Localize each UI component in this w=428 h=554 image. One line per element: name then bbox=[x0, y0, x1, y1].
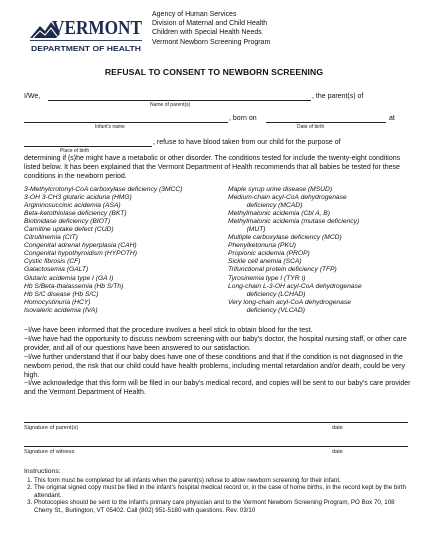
conditions-right-column bbox=[228, 186, 362, 315]
condition-item: deficiency (LCHAD) bbox=[228, 290, 306, 298]
parent-signature-line[interactable] bbox=[24, 422, 408, 423]
instructions bbox=[24, 468, 412, 514]
condition-item: Isovaleric acidemia (IVA) bbox=[24, 306, 98, 314]
iwe-label: I/We, bbox=[24, 93, 41, 100]
infant-name-caption: Infant's name bbox=[95, 124, 125, 130]
agency-block bbox=[152, 10, 270, 47]
instruction-item: 1. This form must be completed for all infants when the parent(s) refuse to allow newborn screening for their infant. bbox=[34, 477, 412, 485]
witness-signature-line[interactable] bbox=[24, 446, 408, 447]
condition-item: Trifunctional protein deficiency (TFP) bbox=[228, 266, 337, 274]
instruction-item: 3. Photocopies should be sent to the infant's primary care physician and to the Vermont Newborn Screening Program, PO Box 70, 108 Cherry St., Burlington, VT 05402. Call (802) 951-5180 with questions. Rev. 03/10 bbox=[34, 499, 412, 514]
condition-item: Cystic fibrosis (CF) bbox=[24, 258, 81, 266]
instruction-item: 2. The original signed copy must be filed in the infant's hospital medical record or, in the case of home births, in the record kept by the birth attendant. bbox=[34, 484, 412, 499]
agency-line: Division of Maternal and Child Health bbox=[152, 20, 268, 28]
condition-item: deficiency (VLCAD) bbox=[228, 306, 305, 314]
condition-item: 3-Methylcrotonyl-CoA carboxylase deficiency (3MCC) bbox=[24, 186, 183, 193]
acknowledgement-item: ~I/we further understand that if our baby does have one of these conditions and that if the condition is not diagnosed in the newborn period, the risk that our child could have health problems, including mental retardation and/or death, could be very high. bbox=[24, 353, 405, 379]
logo-subtitle: DEPARTMENT OF HEALTH bbox=[31, 44, 141, 53]
page-title: REFUSAL TO CONSENT TO NEWBORN SCREENING bbox=[104, 67, 324, 77]
condition-item: Carnitine uptake defect (CUD) bbox=[24, 226, 114, 234]
condition-item: Glutaric acidemia type I (GA I) bbox=[24, 274, 114, 282]
witness-date-label: date bbox=[332, 449, 343, 455]
at-text: at bbox=[389, 115, 395, 122]
condition-item: Very long-chain acyl-CoA dehydrogenase bbox=[228, 298, 351, 306]
parents-of-text: , the parent(s) of bbox=[312, 93, 364, 100]
acknowledgement-item: ~I/we have had the opportunity to discuss newborn screening with our baby's doctor, the hospital nursing staff, or other care provider, and all of our questions have been answered to our satisfaction. bbox=[24, 335, 407, 352]
instructions-heading: Instructions: bbox=[24, 468, 61, 475]
born-on-text: , born on bbox=[229, 115, 257, 122]
condition-item: Methylmalonic acidemia (Cbl A, B) bbox=[228, 210, 330, 218]
condition-item: Propionic acidemia (PROP) bbox=[228, 250, 310, 258]
condition-item: Multiple carboxylase deficiency (MCD) bbox=[228, 234, 342, 242]
condition-item: Hb S/C disease (Hb S/C) bbox=[24, 290, 99, 298]
logo-word: VERMONT bbox=[52, 18, 142, 39]
condition-item: Congenital adrenal hyperplasia (CAH) bbox=[24, 242, 137, 250]
condition-item: Homocystinuria (HCY) bbox=[24, 298, 91, 306]
condition-item: Phenylketonuria (PKU) bbox=[228, 242, 297, 250]
vermont-logo bbox=[30, 12, 142, 54]
acknowledgements bbox=[24, 327, 412, 398]
acknowledgement-item: ~I/we have been informed that the procedure involves a heel stick to obtain blood for the test. bbox=[24, 327, 313, 334]
condition-item: 3-OH 3-CH3 glutaric aciduria (HMG) bbox=[24, 194, 132, 202]
infant-name-field[interactable] bbox=[24, 122, 228, 123]
refuse-text: , refuse to have blood taken from our child for the purpose of bbox=[153, 139, 341, 146]
condition-item: Methylmalonic acidemia (mutase deficiency) bbox=[228, 218, 360, 226]
condition-item: Long-chain L-3-OH acyl-CoA dehydrogenase bbox=[228, 282, 362, 290]
parent-name-field[interactable] bbox=[48, 100, 311, 101]
date-of-birth-field[interactable] bbox=[266, 122, 386, 123]
parent-date-label: date bbox=[332, 425, 343, 431]
parent-name-caption: Name of parent(s) bbox=[150, 102, 191, 108]
place-of-birth-field[interactable] bbox=[24, 146, 152, 147]
condition-item: Beta-ketothiolase deficiency (BKT) bbox=[24, 210, 127, 218]
condition-item: Hb S/Beta-thalassemia (Hb S/Th) bbox=[24, 282, 124, 290]
condition-item: Citrullinemia (CIT) bbox=[24, 234, 78, 242]
place-of-birth-caption: Place of birth bbox=[60, 148, 90, 154]
witness-signature-label: Signature of witness bbox=[24, 449, 75, 455]
dob-caption: Date of birth bbox=[297, 124, 325, 130]
condition-item: Argininosuccinic acidemia (ASA) bbox=[24, 202, 121, 210]
agency-line: Agency of Human Services bbox=[152, 11, 237, 18]
agency-line: Vermont Newborn Screening Program bbox=[152, 38, 271, 46]
condition-item: Sickle cell anemia (SCA) bbox=[228, 258, 302, 266]
instructions-list bbox=[24, 477, 412, 515]
parent-signature-label: Signature of parent(s) bbox=[24, 425, 79, 431]
acknowledgement-item: ~I/we acknowledge that this form will be filed in our baby's medical record, and copies will be sent to our baby's care provider and the Vermont Department of Health. bbox=[24, 380, 411, 397]
condition-item: Tyrosinemia type I (TYR I) bbox=[228, 274, 306, 282]
condition-item: (MUT) bbox=[228, 226, 266, 234]
agency-line: Children with Special Health Needs bbox=[152, 29, 262, 37]
condition-item: Biotinidase deficiency (BIOT) bbox=[24, 218, 111, 226]
conditions-left-column bbox=[24, 186, 182, 315]
intro-paragraph: determining if (s)he might have a metabolic or other disorder. The conditions tested for include the twenty-eight conditions listed below. It has been explained that the Vermont Department of Health recommends that all babies be tested for these conditions in the newborn period. bbox=[24, 155, 401, 180]
condition-item: Medium-chain acyl-CoA dehydrogenase bbox=[228, 194, 347, 202]
condition-item: Maple syrup urine disease (MSUD) bbox=[228, 186, 333, 193]
condition-item: Galactosemia (GALT) bbox=[24, 266, 89, 274]
condition-item: deficiency (MCAD) bbox=[228, 202, 303, 210]
condition-item: Congenital hypothyroidism (HYPOTH) bbox=[24, 250, 137, 258]
